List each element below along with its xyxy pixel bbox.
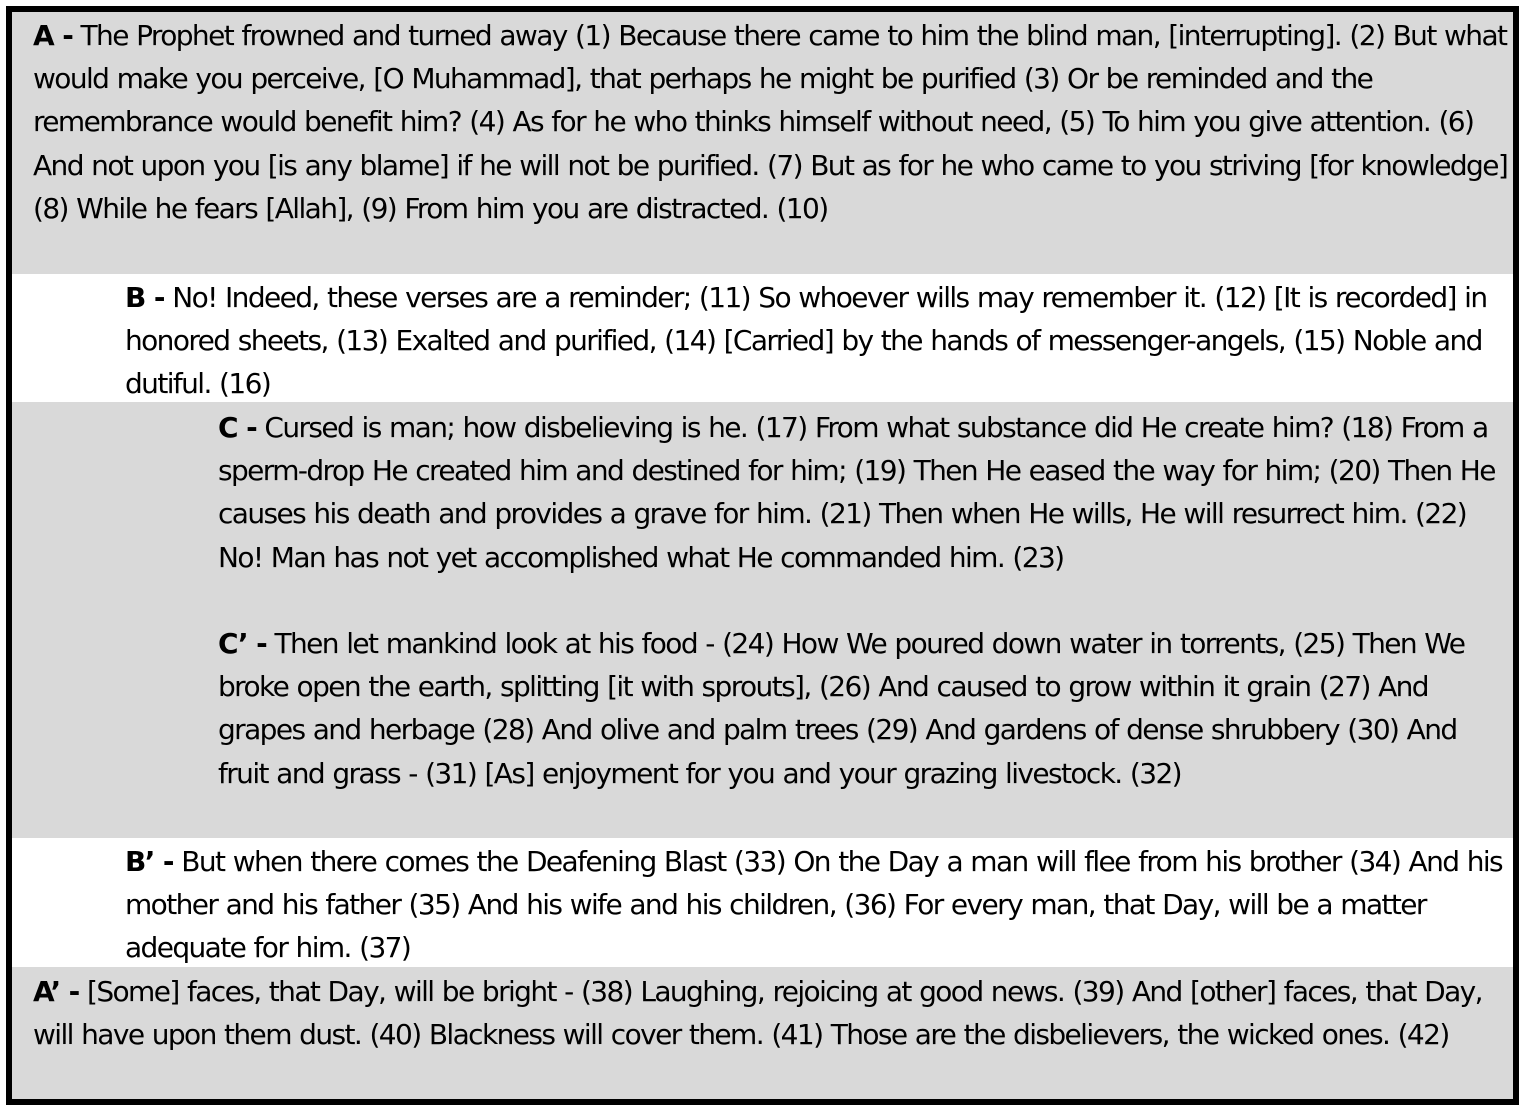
- section-a-prime-label: A’ -: [33, 975, 79, 1008]
- section-b: [12, 276, 1513, 406]
- section-b-prime: [12, 840, 1513, 970]
- section-b-text: No! Indeed, these verses are a reminder; (11) So whoever wills may remember it. (12) [It is recorded] in honored sheets, (13) Exalted and purified, (14) [Carried] by the hands of messenger-angels, (15) Noble and dutiful. (16): [125, 281, 1487, 401]
- section-a-prime: [12, 970, 1513, 1056]
- section-b-prime-label: B’ -: [125, 845, 173, 878]
- section-b-prime-text: But when there comes the Deafening Blast (33) On the Day a man will flee from his brother (34) And his mother and his father (35) And his wife and his children, (36) For every man, that Day, will be a matter adequate for him. (37): [125, 845, 1503, 965]
- section-c-text: Cursed is man; how disbelieving is he. (17) From what substance did He create him? (18) From a sperm-drop He created him and destined for him; (19) Then He eased the way for him; (20) Then He causes his death and provides a grave for him. (21) Then when He wills, He will resurrect him. (22) No! Man has not yet accomplished what He commanded him. (23): [218, 411, 1495, 574]
- section-b-label: B -: [125, 281, 164, 314]
- section-c-prime-label: C’ -: [218, 627, 267, 660]
- section-a-label: A -: [33, 19, 73, 52]
- section-a: [12, 14, 1513, 230]
- section-c-label: C -: [218, 411, 257, 444]
- section-c: [12, 406, 1513, 579]
- section-a-prime-text: [Some] faces, that Day, will be bright - (38) Laughing, rejoicing at good news. (39) And [other] faces, that Day, will have upon them dust. (40) Blackness will cover them. (41) Those are the disbelievers, the wicked ones. (42): [33, 975, 1482, 1052]
- section-a-text: The Prophet frowned and turned away (1) Because there came to him the blind man, [interrupting]. (2) But what would make you perceive, [O Muhammad], that perhaps he might be purified (3) Or be reminded and the remembrance would benefit him? (4) As for he who thinks himself without need, (5) To him you give attention. (6) And not upon you [is any blame] if he will not be purified. (7) But as for he who came to you striving [for knowledge] (8) While he fears [Allah], (9) From him you are distracted. (10): [33, 19, 1508, 225]
- section-c-prime-text: Then let mankind look at his food - (24) How We poured down water in torrents, (25) Then We broke open the earth, splitting [it with sprouts], (26) And caused to grow within it grain (27) And grapes and herbage (28) And olive and palm trees (29) And gardens of dense shrubbery (30) And fruit and grass - (31) [As] enjoyment for you and your grazing livestock. (32): [218, 627, 1465, 790]
- chiastic-structure-table: [6, 6, 1519, 1105]
- section-c-prime: [12, 622, 1513, 795]
